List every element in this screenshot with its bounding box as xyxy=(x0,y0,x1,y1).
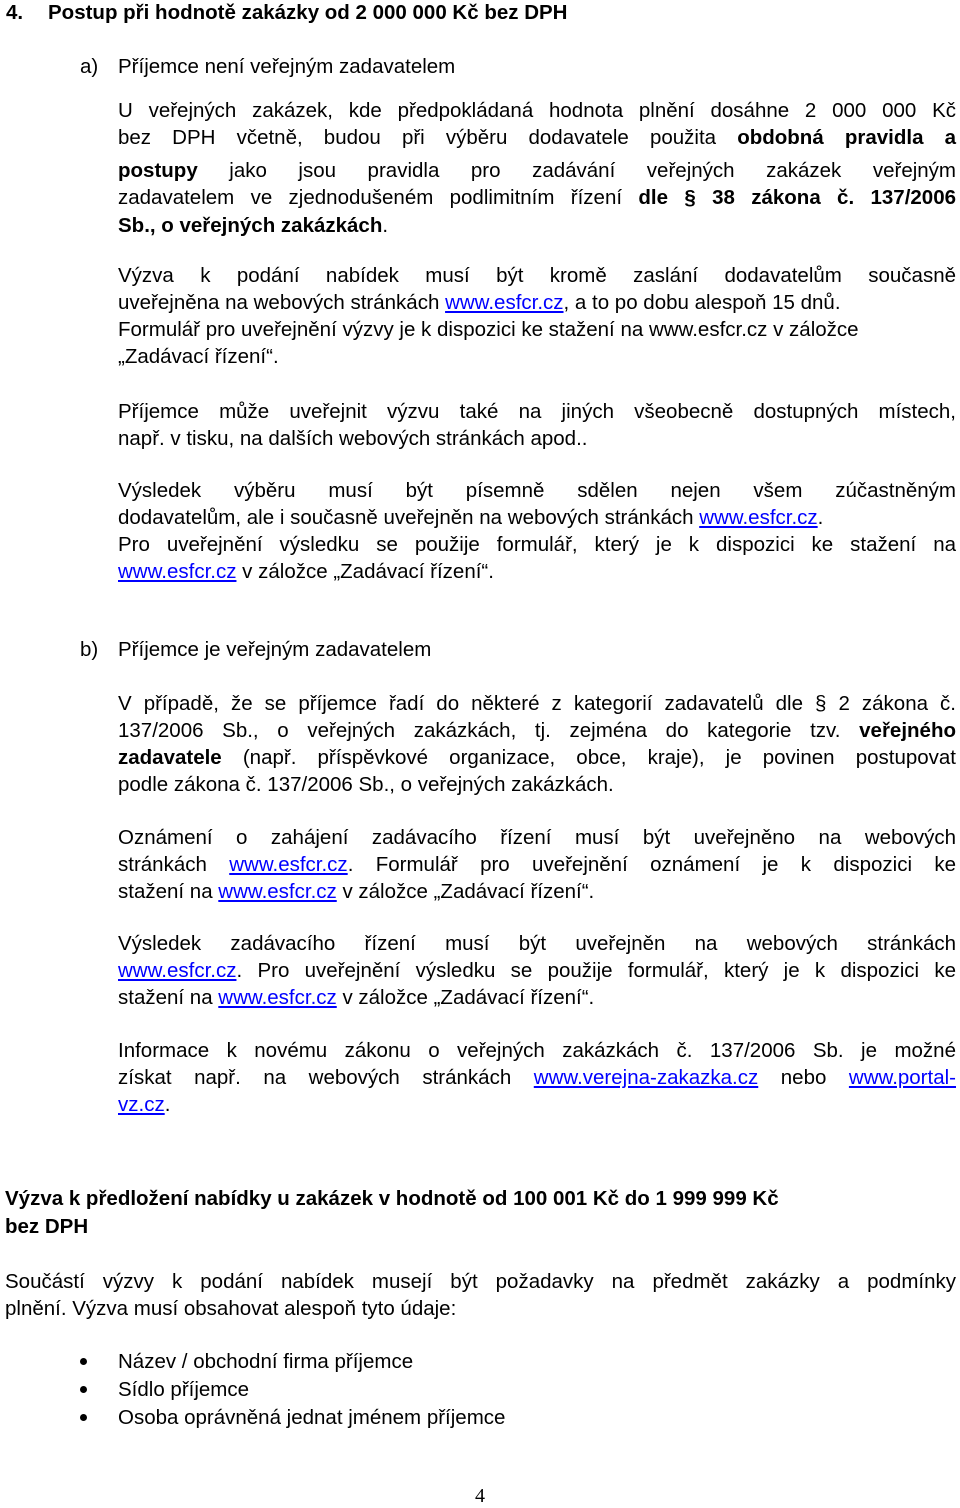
para-line xyxy=(118,125,956,151)
section-title: bez DPH xyxy=(5,1215,89,1238)
bullet-icon xyxy=(80,1414,87,1421)
text-span: 137/2006 Sb., o veřejných zakázkách, tj. zejména do kategorie tzv. xyxy=(118,719,860,742)
esfcr-link[interactable]: www.esfcr.cz xyxy=(118,959,237,982)
list-item: Sídlo příjemce xyxy=(118,1378,250,1401)
text-span: (např. příspěvkové organizace, obce, kraje), je povinen postupovat xyxy=(221,746,956,769)
para-line: plnění. Výzva musí obsahovat alespoň tyto údaje: xyxy=(5,1297,457,1320)
list-item: Název / obchodní firma příjemce xyxy=(118,1350,414,1373)
subsection-b-title: Příjemce je veřejným zadavatelem xyxy=(118,638,432,661)
para-line: Výzva k podání nabídek musí být kromě zaslání dodavatelům současně xyxy=(118,264,956,287)
para-line xyxy=(118,745,956,771)
esfcr-link[interactable]: www.esfcr.cz xyxy=(118,560,237,583)
portal-vz-link[interactable]: vz.cz xyxy=(118,1093,165,1116)
subsection-b-label: b) xyxy=(80,638,99,661)
para-line: Formulář pro uveřejnění výzvy je k dispozici ke stažení na www.esfcr.cz v záložce xyxy=(118,318,859,341)
section-title: Výzva k předložení nabídky u zakázek v hodnotě od 100 001 Kč do 1 999 999 Kč xyxy=(5,1187,779,1210)
para-line xyxy=(118,718,956,744)
para-line: U veřejných zakázek, kde předpokládaná hodnota plnění dosáhne 2 000 000 Kč xyxy=(118,99,956,122)
text-span: stažení na xyxy=(118,880,219,903)
bold-text: veřejného xyxy=(859,719,956,742)
bullet-icon xyxy=(80,1358,87,1365)
para-line: Informace k novému zákonu o veřejných zakázkách č. 137/2006 Sb. je možné xyxy=(118,1039,956,1062)
text-span: zadavatelem ve zjednodušeném podlimitním řízení xyxy=(118,186,639,209)
list-item: Osoba oprávněná jednat jménem příjemce xyxy=(118,1406,506,1429)
bullet-icon xyxy=(80,1386,87,1393)
text-span: v záložce „Zadávací řízení“. xyxy=(336,880,595,903)
text-span: stránkách xyxy=(118,853,230,876)
esfcr-link[interactable]: www.esfcr.cz xyxy=(229,853,348,876)
verejna-zakazka-link[interactable]: www.verejna-zakazka.cz xyxy=(533,1066,759,1089)
para-line xyxy=(118,559,494,585)
text-span: . xyxy=(382,214,389,237)
para-line xyxy=(118,985,594,1011)
para-line xyxy=(118,158,956,184)
bold-text: Sb., o veřejných zakázkách xyxy=(118,214,383,237)
text-span: v záložce „Zadávací řízení“. xyxy=(236,560,494,583)
text-span: v záložce „Zadávací řízení“. xyxy=(336,986,595,1009)
subsection-a-label: a) xyxy=(80,55,99,78)
para-line: V případě, že se příjemce řadí do některé z kategorií zadavatelů dle § 2 zákona č. xyxy=(118,692,956,715)
text-span: stažení na xyxy=(118,986,219,1009)
para-line xyxy=(118,185,956,211)
text-span: . xyxy=(164,1093,171,1116)
para-line xyxy=(118,213,388,239)
bold-text: zadavatele xyxy=(118,746,222,769)
text-span: . Formulář pro uveřejnění oznámení je k dispozici ke xyxy=(347,853,956,876)
text-span: dodavatelům, ale i současně uveřejněn na webových stránkách xyxy=(118,506,700,529)
para-line: Výsledek výběru musí být písemně sdělen nejen všem zúčastněným xyxy=(118,479,956,502)
para-line xyxy=(118,505,823,531)
text-span: získat např. na webových stránkách xyxy=(118,1066,534,1089)
text-span: , a to po dobu alespoň 15 dnů. xyxy=(563,291,841,314)
esfcr-link[interactable]: www.esfcr.cz xyxy=(218,986,337,1009)
esfcr-link[interactable]: www.esfcr.cz xyxy=(218,880,337,903)
para-line: Součástí výzvy k podání nabídek musejí být požadavky na předmět zakázky a podmínky xyxy=(5,1270,956,1293)
para-line: Výsledek zadávacího řízení musí být uveřejněn na webových stránkách xyxy=(118,932,956,955)
para-line: Pro uveřejnění výsledku se použije formulář, který je k dispozici ke stažení na xyxy=(118,533,956,556)
text-span: jako jsou pravidla pro zadávání veřejných zakázek veřejným xyxy=(197,159,956,182)
bold-text: dle § 38 zákona č. 137/2006 xyxy=(638,186,956,209)
para-line: „Zadávací řízení“. xyxy=(118,345,279,368)
esfcr-link[interactable]: www.esfcr.cz xyxy=(699,506,818,529)
text-span: . xyxy=(817,506,824,529)
page-number: 4 xyxy=(475,1485,485,1507)
portal-vz-link[interactable]: www.portal- xyxy=(848,1066,956,1089)
para-line xyxy=(118,1065,956,1091)
text-span: . Pro uveřejnění výsledku se použije formulář, který je k dispozici ke xyxy=(236,959,956,982)
para-line xyxy=(118,879,594,905)
para-line: Oznámení o zahájení zadávacího řízení musí být uveřejněno na webových xyxy=(118,826,956,849)
section-number: 4. xyxy=(6,1,24,24)
text-span: nebo xyxy=(758,1066,849,1089)
text-span: bez DPH včetně, budou při výběru dodavatele použita xyxy=(118,126,738,149)
para-line: Příjemce může uveřejnit výzvu také na jiných všeobecně dostupných místech, xyxy=(118,400,956,423)
bold-text: obdobná pravidla a xyxy=(737,126,956,149)
para-line: např. v tisku, na dalších webových stránkách apod.. xyxy=(118,427,588,450)
bold-text: postupy xyxy=(118,159,198,182)
esfcr-link[interactable]: www.esfcr.cz xyxy=(445,291,564,314)
text-span: uveřejněna na webových stránkách xyxy=(118,291,446,314)
para-line xyxy=(118,852,956,878)
section-title: Postup při hodnotě zakázky od 2 000 000 Kč bez DPH xyxy=(48,1,568,24)
subsection-a-title: Příjemce není veřejným zadavatelem xyxy=(118,55,456,78)
para-line xyxy=(118,958,956,984)
para-line: podle zákona č. 137/2006 Sb., o veřejných zakázkách. xyxy=(118,773,614,796)
para-line xyxy=(118,290,841,316)
para-line xyxy=(118,1092,170,1118)
